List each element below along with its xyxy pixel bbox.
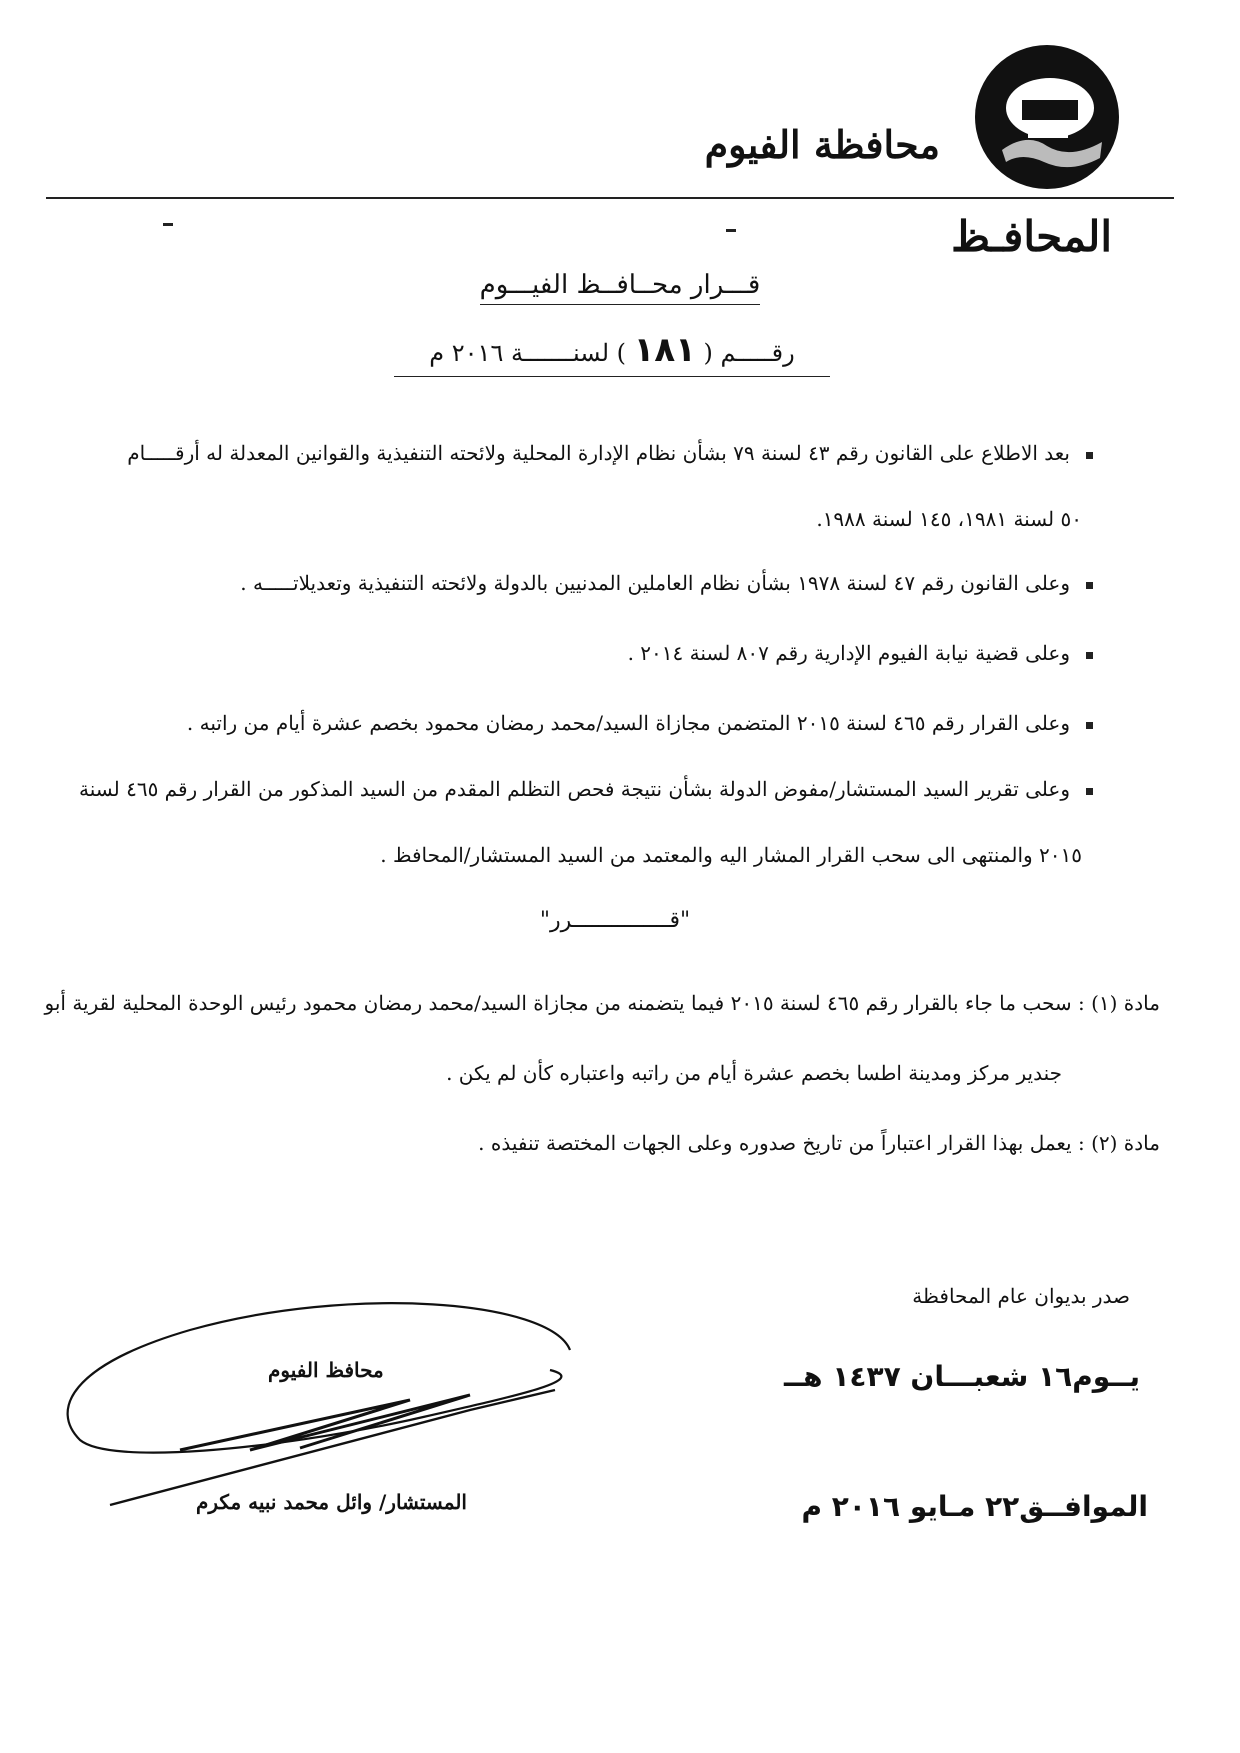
preamble-line: وعلى القانون رقم ٤٧ لسنة ١٩٧٨ بشأن نظام العاملين المدنيين بالدولة ولائحته التنفيذية وتعديلاتـــــه . [240,571,1070,595]
decree-number-suffix: ) لسنـــــــة ٢٠١٦ م [429,339,626,367]
header-divider [46,197,1174,199]
bullet-icon [1086,788,1093,795]
signatory-name: المستشار/ وائل محمد نبيه مكرم [196,1490,467,1514]
bullet-icon [1086,582,1093,589]
bullet-icon [1086,652,1093,659]
handwritten-signature [50,1290,610,1524]
issued-at: صدر بديوان عام المحافظة [912,1284,1130,1308]
decree-number-handwritten: ١٨١ [633,330,696,370]
article-line: مادة (١) : سحب ما جاء بالقرار رقم ٤٦٥ لسنة ٢٠١٥ فيما يتضمنه من مجازاة السيد/محمد رمضان محمود رئيس الوحدة المحلية لقرية أبو [44,991,1160,1015]
article-line: مادة (٢) : يعمل بهذا القرار اعتباراً من تاريخ صدوره وعلى الجهات المختصة تنفيذه . [478,1131,1160,1155]
decides-heading: "قـــــــــــــــرر" [539,908,691,933]
governorate-seal-logo [972,42,1122,192]
preamble-line: وعلى قضية نيابة الفيوم الإدارية رقم ٨٠٧ لسنة ٢٠١٤ . [627,641,1070,665]
article-line: جندير مركز ومدينة اطسا بخصم عشرة أيام من راتبه واعتباره كأن لم يكن . [446,1061,1062,1085]
hijri-date: يــوم١٦ شعبـــان ١٤٣٧ هــ [784,1360,1140,1393]
preamble-line: وعلى تقرير السيد المستشار/مفوض الدولة بشأن نتيجة فحص التظلم المقدم من السيد المذكور من القرار رقم ٤٦٥ لسنة [79,777,1070,801]
bullet-icon [1086,722,1093,729]
decree-number-line [394,330,830,377]
preamble-line: وعلى القرار رقم ٤٦٥ لسنة ٢٠١٥ المتضمن مجازاة السيد/محمد رمضان محمود بخصم عشرة أيام من راتبه . [186,711,1070,735]
scan-mark [726,229,736,232]
bullet-icon [1086,452,1093,459]
preamble-line: ٢٠١٥ والمنتهى الى سحب القرار المشار اليه والمعتمد من السيد المستشار/المحافظ . [380,843,1082,867]
preamble-line: ٥٠ لسنة ١٩٨١، ١٤٥ لسنة ١٩٨٨. [816,507,1082,531]
decree-title-text: قـــرار محــافــظ الفيـــوم [480,270,761,305]
governor-title: المحافـظ [951,212,1112,261]
decree-title [420,270,820,300]
preamble-line: بعد الاطلاع على القانون رقم ٤٣ لسنة ٧٩ بشأن نظام الإدارة المحلية ولائحته التنفيذية والقوانين المعدلة له أرقـــــام [127,441,1070,465]
decree-number-prefix: رقـــــم ( [703,339,795,367]
gregorian-date: الموافــق٢٢ مـايو ٢٠١٦ م [801,1490,1148,1523]
governorate-name: محافظة الفيوم [704,122,940,167]
signatory-title: محافظ الفيوم [268,1358,384,1382]
scan-mark [163,223,173,226]
